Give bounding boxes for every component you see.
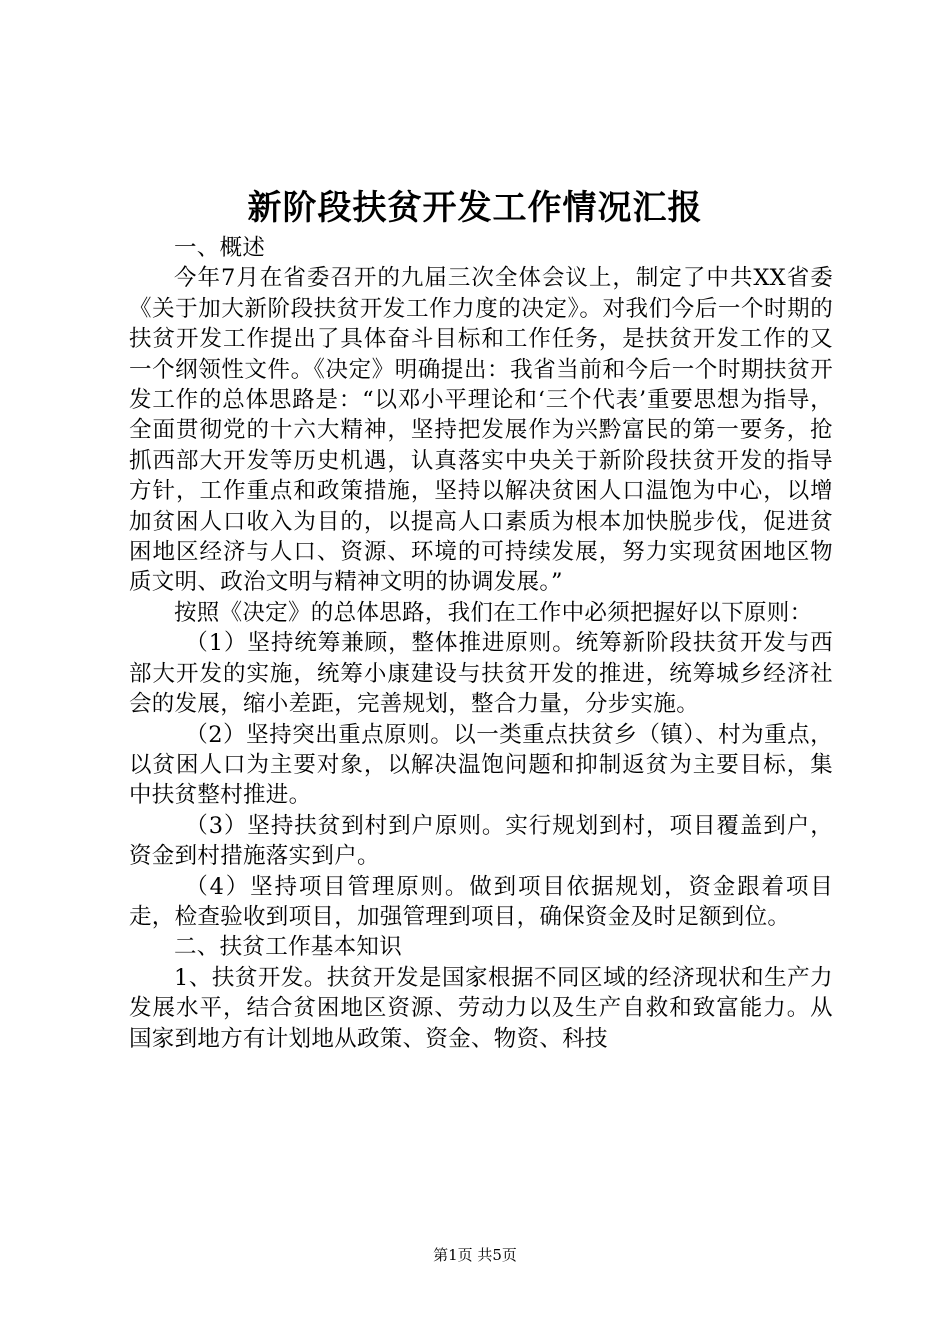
section-heading: 一、概述 bbox=[174, 235, 266, 261]
page-footer: 第1页 共5页 bbox=[433, 1246, 517, 1264]
principle-paragraph: （4）坚持项目管理原则。做到项目依据规划，资金跟着项目走，检查验收到项目，加强管理到项目，确保资金及时足额到位。 bbox=[129, 873, 833, 930]
document-body bbox=[129, 233, 833, 1054]
section-heading: 二、扶贫工作基本知识 bbox=[174, 934, 403, 961]
paragraph: 今年7月在省委召开的九届三次全体会议上，制定了中共XX省委《关于加大新阶段扶贫开发工作力度的决定》。对我们今后一个时期的扶贫开发工作提出了具体奋斗目标和工作任务，是扶贫开发工作的又一个纲领性文件。《决定》明确提出：我省当前和今后一个时期扶贫开发工作的总体思路是：“以邓小平理论和‘三个代表’重要思想为指导，全面贯彻党的十六大精神，坚持把发展作为兴黔富民的第一要务，抢抓西部大开发等历史机遇，认真落实中央关于新阶段扶贫开发的指导方针，工作重点和政策措施，坚持以解决贫困人口温饱为中心，以增加贫困人口收入为目的，以提高人口素质为根本加快脱步伐，促进贫困地区经济与人口、资源、环境的可持续发展，努力实现贫困地区物质文明、政治文明与精神文明的协调发展。” bbox=[129, 265, 833, 596]
document-title: 新阶段扶贫开发工作情况汇报 bbox=[247, 188, 703, 228]
principle-paragraph: （3）坚持扶贫到村到户原则。实行规划到村，项目覆盖到户，资金到村措施落实到户。 bbox=[129, 812, 833, 870]
paragraph: 按照《决定》的总体思路，我们在工作中必须把握好以下原则： bbox=[174, 599, 813, 626]
paragraph: 1、扶贫开发。扶贫开发是国家根据不同区域的经济现状和生产力发展水平，结合贫困地区资源、劳动力以及生产自救和致富能力。从国家到地方有计划地从政策、资金、物资、科技 bbox=[129, 964, 833, 1052]
principle-paragraph: （2）坚持突出重点原则。以一类重点扶贫乡（镇）、村为重点，以贫困人口为主要对象，以解决温饱问题和抑制返贫为主要目标，集中扶贫整村推进。 bbox=[129, 721, 833, 809]
principle-paragraph: （1）坚持统筹兼顾，整体推进原则。统筹新阶段扶贫开发与西部大开发的实施，统筹小康建设与扶贫开发的推进，统筹城乡经济社会的发展，缩小差距，完善规划，整合力量，分步实施。 bbox=[129, 630, 833, 718]
